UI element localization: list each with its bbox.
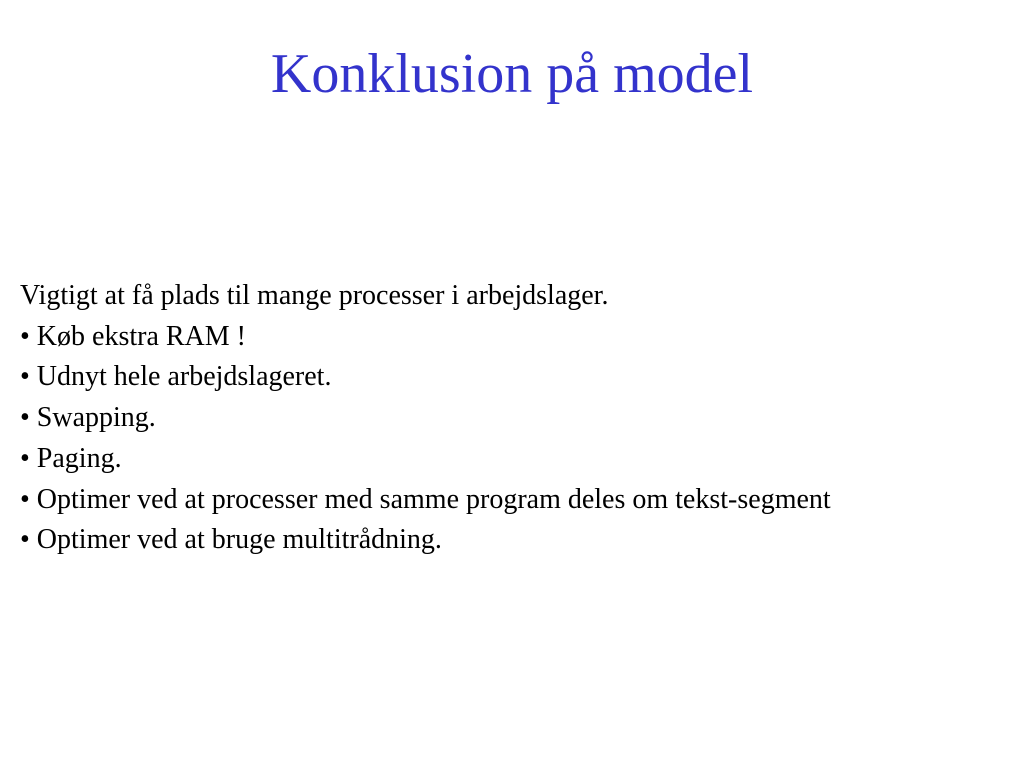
slide-title: Konklusion på model <box>270 43 754 105</box>
bullet-item: • Køb ekstra RAM ! <box>20 320 246 352</box>
bullet-item: • Optimer ved at bruge multitrådning. <box>20 524 442 556</box>
bullet-item: • Swapping. <box>20 402 156 434</box>
bullet-item: • Optimer ved at processer med samme program deles om tekst-segment <box>20 483 831 515</box>
slide-body <box>20 276 1020 561</box>
intro-text: Vigtigt at få plads til mange processer i arbejdslager. <box>20 280 609 311</box>
bullet-item: • Paging. <box>20 442 122 474</box>
bullet-item: • Udnyt hele arbejdslageret. <box>20 361 332 393</box>
